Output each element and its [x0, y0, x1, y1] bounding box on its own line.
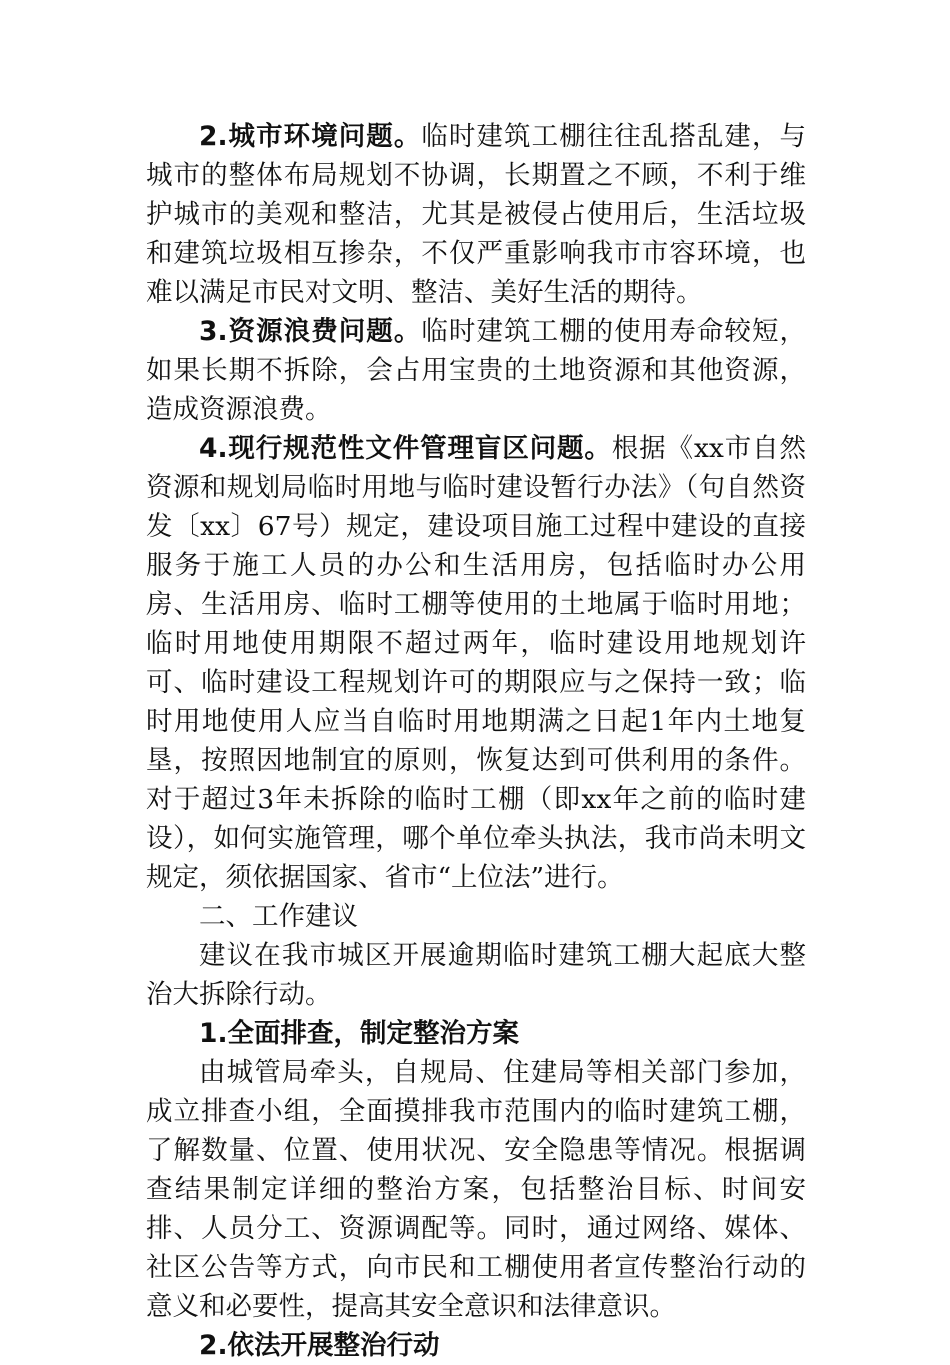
paragraph-city-environment [146, 117, 806, 312]
paragraph-heading: 4.现行规范性文件管理盲区问题。 [199, 433, 612, 464]
paragraph-heading: 3.资源浪费问题。 [199, 316, 422, 347]
paragraph-heading: 2.城市环境问题。 [199, 121, 422, 152]
subheading-legal-action: 2.依法开展整治行动 [199, 1330, 440, 1361]
paragraph-text: 临时建筑工棚往往乱搭乱建，与城市的整体布局规划不协调，长期置之不顾，不利于维护城市的美观和整洁，尤其是被侵占使用后，生活垃圾和建筑垃圾相互掺杂，不仅严重影响我市市容环境，也难以满足市民对文明、整洁、美好生活的期待。 [146, 121, 806, 308]
section-title-work-suggestions: 二、工作建议 [199, 901, 358, 932]
subheading-full-inspection: 1.全面排查，制定整治方案 [199, 1018, 520, 1049]
paragraph-text: 根据《xx市自然资源和规划局临时用地与临时建设暂行办法》（句自然资发〔xx〕67号）规定，建设项目施工过程中建设的直接服务于施工人员的办公和生活用房，包括临时办公用房、生活用房、临时工棚等使用的土地属于临时用地；临时用地使用期限不超过两年，临时建设用地规划许可、临时建设工程规划许可的期限应与之保持一致；临时用地使用人应当自临时用地期满之日起1年内土地复垦，按照因地制宜的原则，恢复达到可供利用的条件。对于超过3年未拆除的临时工棚（即xx年之前的临时建设），如何实施管理，哪个单位牵头执法，我市尚未明文规定，须依据国家、省市“上位法”进行。 [146, 433, 806, 893]
paragraph-text: 临时建筑工棚的使用寿命较短，如果长期不拆除，会占用宝贵的土地资源和其他资源，造成资源浪费。 [146, 316, 806, 425]
document-body [146, 117, 806, 1365]
paragraph-inspection-plan: 由城管局牵头，自规局、住建局等相关部门参加，成立排查小组，全面摸排我市范围内的临时建筑工棚，了解数量、位置、使用状况、安全隐患等情况。根据调查结果制定详细的整治方案，包括整治目标、时间安排、人员分工、资源调配等。同时，通过网络、媒体、社区公告等方式，向市民和工棚使用者宣传整治行动的意义和必要性，提高其安全意识和法律意识。 [146, 1057, 806, 1322]
paragraph-regulation-gap [146, 429, 806, 897]
paragraph-resource-waste [146, 312, 806, 429]
paragraph-suggestion-intro: 建议在我市城区开展逾期临时建筑工棚大起底大整治大拆除行动。 [146, 940, 806, 1010]
